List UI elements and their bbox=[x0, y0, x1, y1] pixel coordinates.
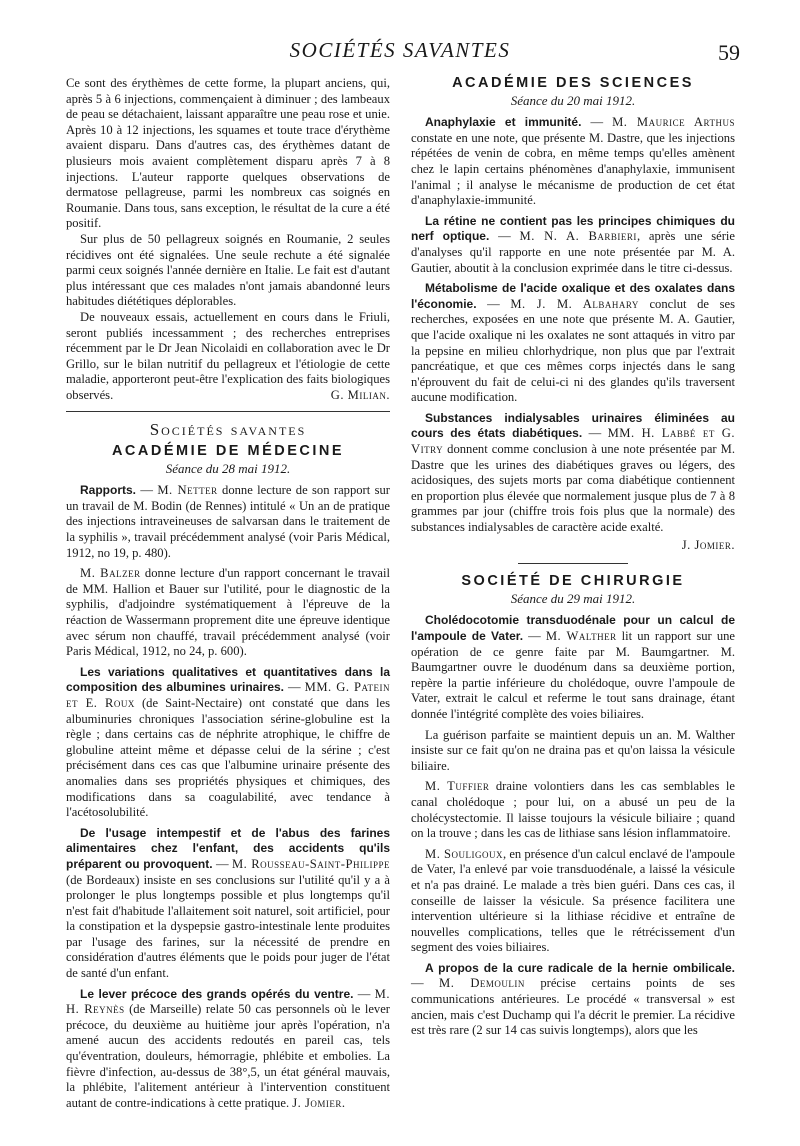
report-paragraph: Cholédocotomie transduodénale pour un calcul de l'ampoule de Vater. — M. Walther lit un rapport sur une opération de ce genre faite par M. Baumgartner. M. Baumgartner ouvre le duodénum dans sa deuxième portion, repère la partie inférieure du cholédoque, ouvre l'ampoule de Vater, extrait le calcul et referme le tout sans drainage, étant donnée l'intégrité complète des voies biliaires. bbox=[411, 613, 735, 721]
report-text: , en présence d'un calcul enclavé de l'ampoule de Vater, l'a enlevé par voie transduodénale, a laissé la vésicule et n'a pas drainé. Le malade a très bien guéri. Dans ces cas, il conseille de laisser la vésicule. Sa présence facilitera une intervention ultérieure si la lithiase récidive et entraîne de nouvelles complications, telles que le rétrécissement d'un segment des voies biliaires. bbox=[411, 846, 735, 955]
report-heading: Métabolisme de l'acide oxalique et des oxalates dans l'économie. bbox=[411, 281, 735, 311]
paragraph: La guérison parfaite se maintient depuis un an. M. Walther insiste sur ce fait qu'on ne draina pas et qu'on laissa la vésicule biliaire. bbox=[411, 727, 735, 773]
author-name: M. Netter bbox=[157, 483, 218, 498]
paragraph: Sur plus de 50 pellagreux soignés en Roumanie, 2 seules récidives ont été signalées. Une seule rechute a été signalée parmi ceux soignés l'année dernière en Italie. Le fait est d'autant plus intéressant que ces malades n'ont jamais abandonné leurs habitudes diététiques déplorables. bbox=[66, 231, 390, 309]
paragraph-with-signature bbox=[66, 310, 390, 404]
session-date: Séance du 29 mai 1912. bbox=[510, 590, 636, 606]
author-name: M. Demoulin bbox=[439, 976, 525, 991]
report-heading: Les variations qualitatives et quantitatives dans la composition des albumines urinaires. bbox=[66, 664, 390, 695]
report-paragraph: Anaphylaxie et immunité. — M. Maurice Arthus constate en une note, que présente M. Dastre, que les injections répétées de venin de cobra, en même temps qu'elles amènent chez le lapin certains phénomènes d'anaphylaxie, immunisent l'animal ; il analyse le mécanisme de production de cet état d'anaphylaxie-immunité. bbox=[411, 115, 735, 208]
report-paragraph bbox=[411, 847, 735, 956]
report-text: (de Bordeaux) insiste en ses conclusions sur l'utilité qu'il y a à prolonger le plus longtemps possible et plus longtemps qu'il n'est fait d'habitude l'allaitement soit naturel, soit artificiel, pour la constipation et la dyspepsie gastro-intestinale lente produites par l'usage des farines, sur la nécessité de prendre en considération d'autres éléments que le poids pour juger de l'état de santé d'un enfant. bbox=[66, 872, 390, 981]
left-column bbox=[66, 76, 390, 1111]
report-heading: Rapports. bbox=[80, 483, 137, 498]
signature: G. Milian. bbox=[330, 387, 390, 402]
running-title: SOCIÉTÉS SAVANTES bbox=[289, 38, 511, 62]
report-paragraph: Substances indialysables urinaires éliminées au cours des états diabétiques. — MM. H. Labbé et G. Vitry donnent comme conclusion à une note présentée par M. Dastre que les urines des diabétiques graves ou légers, des acidosiques, des sujets morts par coma diabétique contiennent en proportion plus élevée que normalement jusque plus de 7 à 8 grammes par jour (chiffre trois fois plus que la normale) des substances indialysables de caractère acide exalté. bbox=[411, 410, 735, 535]
author-name: M. Maurice Arthus bbox=[612, 115, 735, 130]
author-name: M. J. M. Albahary bbox=[510, 296, 639, 311]
report-paragraph: Les variations qualitatives et quantitatives dans la composition des albumines urinaires. — MM. G. Patein et E. Roux (de Saint-Nectaire) ont constaté que dans les albuminuries chroniques l'association sérine-globuline est la règle ; dans certains cas de néphrite atrophique, le chiffre de globuline atteint même et dépasse celui de la sérine ; c'est précisément dans ces cas que l'albumine urinaire présente des anomalies dans ses propriétés physiques et chimiques, des modifications dans sa coagulabilité, avec tendance à l'acétosolubilité. bbox=[66, 664, 390, 820]
report-heading: A propos de la cure radicale de la hernie ombilicale. bbox=[425, 960, 735, 975]
report-text: donnent comme conclusion à une note présentée par M. Dastre que les urines des diabétiques graves ou légers, des acidosiques, des sujets morts par coma diabétique contiennent en proportion plus élevée que normalement jusque plus de 7 à 8 grammes par jour (chiffre trois fois plus que la normale) des substances indialysables de caractère acide exalté. bbox=[411, 442, 735, 535]
report-paragraph: A propos de la cure radicale de la hernie ombilicale. — M. Demoulin précise certains points de ses communications antérieures. Le procédé « transversal » est ancien, mais c'est Duchamp qui l'a décrit le premier. La récidive est très rare (2 sur 14 cas suivis longtemps), alors que les bbox=[411, 960, 735, 1038]
paragraph-text: De nouveaux essais, actuellement en cours dans le Friuli, seront publiés incessamment ; des recherches entreprises récemment par le Dr Jean Nicolaidi en collaboration avec le Dr Grillo, sur le bilan nutritif du pellagreux et l'étiologie de cette maladie, apporteront peut-être l'explication des faits biologiques observés. bbox=[66, 309, 390, 402]
author-name: M. Tuffier bbox=[425, 779, 490, 794]
academy-title: ACADÉMIE DES SCIENCES bbox=[452, 75, 694, 91]
report-text: , après une série d'analyses qu'il rapporte en une note présentée par M. A. Gautier, aboutit à la conclusion exprimée dans le titre ci-dessus. bbox=[411, 229, 736, 275]
session-date: Séance du 28 mai 1912. bbox=[165, 460, 291, 476]
report-text: donne lecture d'un rapport concernant le travail de MM. Hallion et Bauer sur l'utilité, pour le diagnostic de la syphilis, d'adjoindre systématiquement à l'épreuve de la réaction de Wassermann proprement dite une épreuve identique avec sérum non chauffé, travail précédemment analysé (voir Paris Médical, 1912, no 24, p. 600). bbox=[66, 566, 390, 659]
report-text: draine volontiers dans les cas semblables le canal cholédoque ; pour lui, on a abusé un peu de la cholécystectomie. Il laisse toujours la vésicule biliaire ; quand on la trouve ; dans les cas de lithiase sans lésion inflammatoire. bbox=[411, 779, 735, 841]
author-name: M. Walther bbox=[545, 629, 617, 643]
signature: J. Jomier. bbox=[292, 1095, 346, 1110]
report-text: (de Marseille) relate 50 cas personnels où le lever précoce, du deuxième au huitième jour après l'opération, n'a amené aucun des accidents redoutés en pareil cas, tels qu'éventration, douleurs, hémorragie, phlébite et embolies. La fièvre d'infection, au-dessus de 38°,5, un état général mauvais, la phlébite, l'alitement antérieur à l'intervention constituent autant de contre-indications à cette pratique. bbox=[66, 1002, 390, 1110]
report-paragraph: Métabolisme de l'acide oxalique et des oxalates dans l'économie. — M. J. M. Albahary conclut de ses recherches, exposées en une note que présente M. A. Gautier, que l'acide oxalique ni les oxalates ne sont attaqués in vitro par la pepsine en milieu chlorhydrique, non plus que par l'extrait pancréatique, et que ces mêmes corps injectés dans le sang n'éprouvent du fait de celui-ci ni des glandes qu'ils traversent aucune modification. bbox=[411, 281, 735, 405]
paragraph bbox=[66, 310, 390, 404]
report-heading: De l'usage intempestif et de l'abus des farines alimentaires chez l'enfant, des accidents qu'ils préparent ou provoquent. bbox=[66, 825, 390, 871]
report-paragraph: La rétine ne contient pas les principes chimiques du nerf optique. — M. N. A. Barbieri, après une série d'analyses qu'il rapporte en une note présentée par M. A. Gautier, aboutit à la conclusion exprimée dans le titre ci-dessus. bbox=[411, 213, 736, 275]
report-text: lit un rapport sur une opération de ce genre faite par M. Baumgartner. M. Baumgartner ouvre le duodénum dans sa deuxième portion, repère la partie inférieure du cholédoque, ouvre l'ampoule de Vater, extrait le calcul et referme le tout sans drainage, étant donnée l'intégrité complète des voies biliaires. bbox=[411, 629, 735, 721]
report-heading: La rétine ne contient pas les principes chimiques du nerf optique. bbox=[411, 213, 735, 244]
divider bbox=[66, 411, 390, 412]
author-name: M. Rousseau-Saint-Philippe bbox=[231, 856, 391, 871]
author-name: MM. H. Labbé et G. Vitry bbox=[411, 426, 735, 457]
section-title: Sociétés savantes bbox=[149, 420, 307, 440]
report-text: donne lecture de son rapport sur un travail de M. Bodin (de Rennes) intitulé « Un an de pratique des injections intraveineuses de salvarsan dans le traitement de la syphilis », travail précédemment analysé (voir Paris Médical, 1912, no 19, p. 480). bbox=[66, 483, 391, 560]
author-name: M. H. Reynès bbox=[66, 986, 390, 1017]
academy-title: ACADÉMIE DE MÉDECINE bbox=[111, 443, 345, 460]
signature: J. Jomier. bbox=[681, 537, 735, 552]
report-text: constate en une note, que présente M. Dastre, que les injections répétées de venin de cobra, en même temps qu'elles amènent chez le lapin certains phénomènes d'anaphylaxie, immunisent l'animal ; il analyse le mécanisme de production de cet état d'anaphylaxie-immunité. bbox=[411, 130, 735, 208]
page-number: 59 bbox=[718, 40, 740, 65]
report-heading: Cholédocotomie transduodénale pour un calcul de l'ampoule de Vater. bbox=[411, 613, 735, 643]
report-text: précise certains points de ses communications antérieures. Le procédé « transversal » est ancien, mais c'est Duchamp qui l'a décrit le premier. La récidive est très rare (2 sur 14 cas suivis longtemps), alors que les bbox=[411, 976, 735, 1038]
author-name: M. Souligoux bbox=[425, 846, 504, 861]
report-heading: Anaphylaxie et immunité. bbox=[425, 115, 582, 130]
divider bbox=[518, 563, 628, 564]
society-title: SOCIÉTÉ DE CHIRURGIE bbox=[461, 573, 685, 590]
report-paragraph: Rapports. — M. Netter donne lecture de son rapport sur un travail de M. Bodin (de Rennes) intitulé « Un an de pratique des injections intraveineuses de salvarsan dans le traitement de la syphilis », travail précédemment analysé (voir Paris Médical, 1912, no 19, p. 480). bbox=[66, 483, 391, 560]
report-text: conclut de ses recherches, exposées en une note que présente M. A. Gautier, que l'acide oxalique ni les oxalates ne sont attaqués in vitro par la pepsine en milieu chlorhydrique, non plus que par l'extrait pancréatique, et que ces mêmes corps injectés dans le sang n'éprouvent du fait de celui-ci ni des glandes qu'ils traversent aucune modification. bbox=[411, 296, 735, 405]
running-head bbox=[0, 34, 800, 74]
report-paragraph bbox=[66, 566, 390, 660]
report-heading: Substances indialysables urinaires éliminées au cours des états diabétiques. bbox=[411, 410, 735, 441]
report-paragraph: De l'usage intempestif et de l'abus des farines alimentaires chez l'enfant, des accidents qu'ils préparent ou provoquent. — M. Rousseau-Saint-Philippe (de Bordeaux) insiste en ses conclusions sur l'utilité qu'il y a à prolonger le plus longtemps possible et plus longtemps qu'il n'est fait d'habitude l'allaitement soit naturel, soit artificiel, pour la constipation et la dyspepsie gastro-intestinale lente produites par l'usage des farines, sur la nécessité de prendre en considération d'autres éléments que le poids pour juger de l'état de santé d'un enfant. bbox=[66, 825, 391, 981]
author-name: M. N. A. Barbieri bbox=[519, 229, 637, 244]
report-paragraph: Le lever précoce des grands opérés du ventre. — M. H. Reynès (de Marseille) relate 50 cas personnels où le lever précoce, du deuxième au huitième jour après l'opération, n'a amené aucun des accidents redoutés en pareil cas, tels qu'éventration, douleurs, hémorragie, phlébite et embolies. La fièvre d'infection, au-dessus de 38°,5, un état général mauvais, la phlébite, l'alitement antérieur à l'intervention constituent autant de contre-indications à cette pratique. J. Jomier. bbox=[66, 986, 390, 1110]
paragraph: Ce sont des érythèmes de cette forme, la plupart anciens, qui, après 5 à 6 injections, commençaient à diminuer ; des lambeaux de peau se détachaient, laissant apparaître une peau rose et unie. Après 10 à 12 injections, les squames et toute trace d'érythème avaient disparu. Dans d'autres cas, des érythèmes datant de plusieurs mois avaient complètement disparu après 7 à 8 injections. L'auteur rapporte quelques observations de dermatose pellagreuse, parmi les nombreux cas soignés en Roumanie. Dans tous, sans exception, le résultat de la cure a été positif. bbox=[66, 76, 390, 231]
author-name: MM. G. Patein et E. Roux bbox=[66, 680, 390, 710]
report-paragraph bbox=[411, 779, 735, 841]
session-date: Séance du 20 mai 1912. bbox=[510, 92, 636, 108]
report-text: (de Saint-Nectaire) ont constaté que dans les albuminuries chroniques l'association sérine-globuline est la règle ; dans certains cas de néphrite atrophique, le chiffre de globuline atteint même et dépasse celui de la sérine ; c'est précisément dans ces cas que l'albumine urinaire présente des anomalies dans ses propriétés physiques et chimiques, des modifications dans sa coagulabilité, avec tendance à l'acétosolubilité. bbox=[66, 695, 390, 820]
author-name: M. Balzer bbox=[80, 566, 141, 581]
right-column bbox=[411, 76, 735, 1039]
report-heading: Le lever précoce des grands opérés du ventre. bbox=[80, 986, 354, 1001]
